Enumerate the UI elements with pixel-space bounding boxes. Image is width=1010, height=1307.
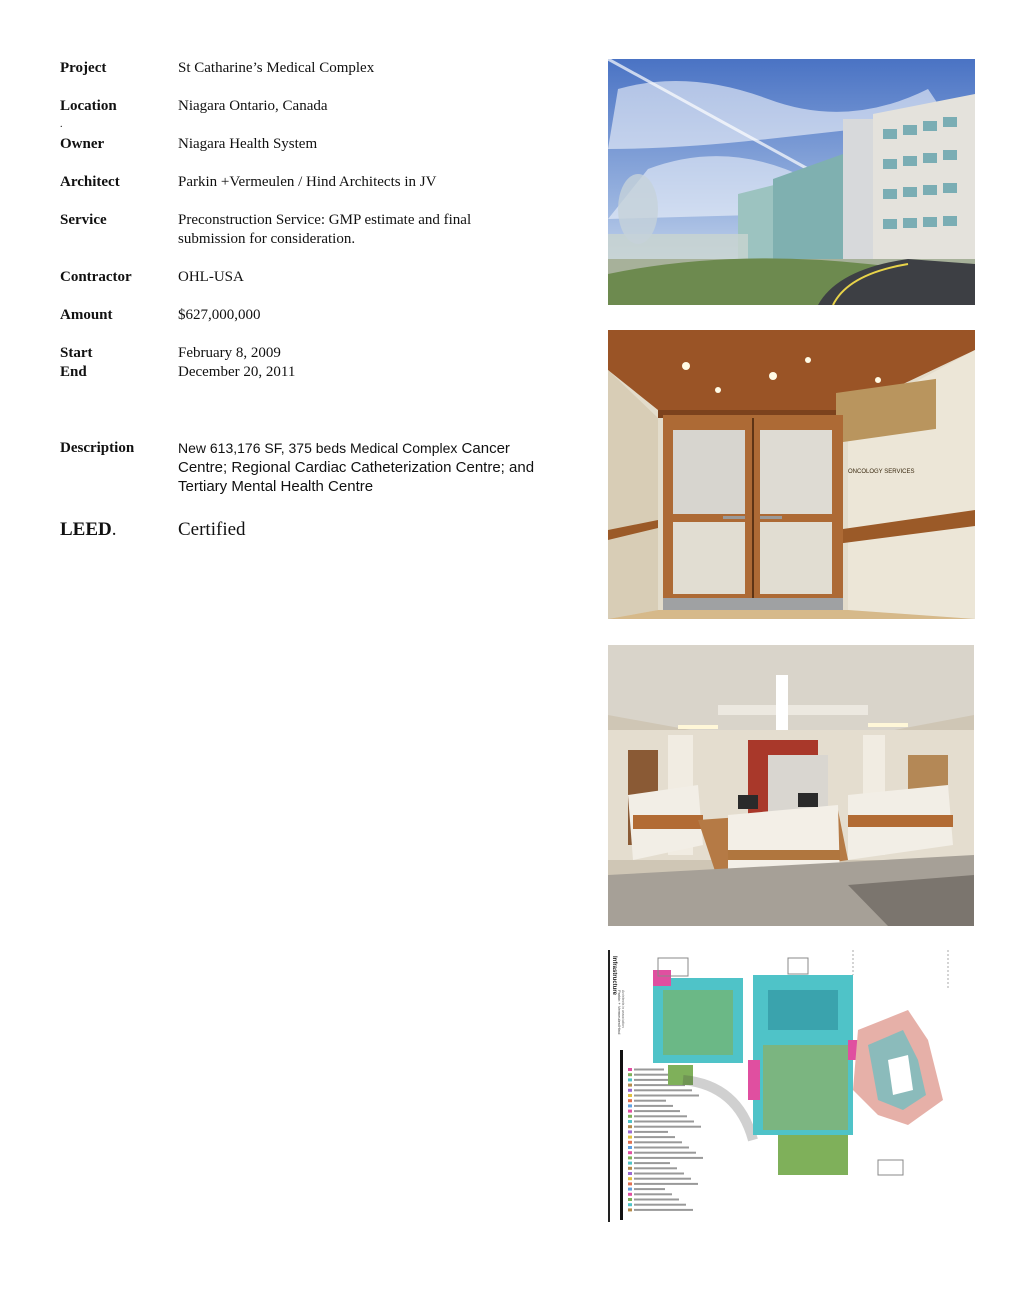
description-text-2: Cancer Centre; Regional Cardiac Catheterization Centre; and Tertiary Mental Health Centre xyxy=(178,440,535,495)
leed-dot: . xyxy=(111,519,117,540)
legend-swatch xyxy=(628,1125,632,1128)
architect-value: Parkin +Vermeulen / Hind Architects in JV xyxy=(178,174,437,190)
legend-line xyxy=(634,1199,679,1201)
contractor-value: OHL-USA xyxy=(178,269,244,285)
service-label: Service xyxy=(60,212,107,228)
plan-subtitle: Parkin + Vermeulen/Hind xyxy=(617,990,622,1035)
leed-label xyxy=(60,520,178,539)
legend-line xyxy=(634,1162,670,1164)
plan-subtitle2: Architects in association xyxy=(621,990,625,1028)
legend-swatch xyxy=(628,1068,632,1071)
legend-line xyxy=(634,1209,693,1211)
legend-line xyxy=(634,1110,680,1112)
description-value xyxy=(178,439,548,496)
legend-swatch xyxy=(628,1141,632,1144)
legend-swatch xyxy=(628,1182,632,1185)
legend-line xyxy=(634,1136,675,1138)
legend-swatch xyxy=(628,1104,632,1107)
legend-line xyxy=(634,1167,677,1169)
legend-swatch xyxy=(628,1110,632,1113)
stray-mark: . xyxy=(60,119,63,130)
legend-line xyxy=(634,1100,666,1102)
legend-swatch xyxy=(628,1162,632,1165)
legend-line xyxy=(634,1193,672,1195)
legend-line xyxy=(634,1121,694,1123)
location-label: Location xyxy=(60,98,117,114)
start-value: February 8, 2009 xyxy=(178,345,281,361)
leed-value: Certified xyxy=(178,519,246,540)
corridor-doors-image xyxy=(608,330,975,619)
legend-line xyxy=(634,1152,696,1154)
legend-swatch xyxy=(628,1177,632,1180)
legend-line xyxy=(634,1074,671,1076)
legend-line xyxy=(634,1173,684,1175)
legend-line xyxy=(634,1183,698,1185)
plan-title: Infrastructure xyxy=(611,956,617,996)
legend-swatch xyxy=(628,1193,632,1196)
leed-label-text: LEED xyxy=(60,519,112,540)
owner-label: Owner xyxy=(60,136,105,152)
project-label: Project xyxy=(60,60,107,76)
start-label: Start xyxy=(60,345,93,361)
legend-swatch xyxy=(628,1120,632,1123)
legend-swatch xyxy=(628,1146,632,1149)
legend-line xyxy=(634,1095,699,1097)
description-text-1: New 613,176 SF, 375 beds Medical Complex xyxy=(178,440,458,456)
project-value: St Catharine’s Medical Complex xyxy=(178,60,375,76)
legend-swatch xyxy=(628,1198,632,1201)
amount-label: Amount xyxy=(60,307,113,323)
legend-line xyxy=(634,1204,686,1206)
legend-line xyxy=(634,1157,703,1159)
exterior-rendering-image xyxy=(608,59,975,305)
legend-line xyxy=(634,1188,665,1190)
legend-swatch xyxy=(628,1084,632,1087)
legend-line xyxy=(634,1178,691,1180)
legend-swatch xyxy=(628,1156,632,1159)
legend-swatch xyxy=(628,1172,632,1175)
legend-swatch xyxy=(628,1151,632,1154)
legend-swatch xyxy=(628,1203,632,1206)
legend-swatch xyxy=(628,1167,632,1170)
floor-plan-image xyxy=(608,950,975,1222)
legend-line xyxy=(634,1141,682,1143)
amount-value: $627,000,000 xyxy=(178,307,261,323)
legend-line xyxy=(634,1131,668,1133)
legend-swatch xyxy=(628,1136,632,1139)
legend-swatch xyxy=(628,1130,632,1133)
legend-line xyxy=(634,1126,701,1128)
owner-value: Niagara Health System xyxy=(178,136,318,152)
location-value: Niagara Ontario, Canada xyxy=(178,98,328,114)
legend-swatch xyxy=(628,1078,632,1081)
legend-swatch xyxy=(628,1094,632,1097)
legend-line xyxy=(634,1089,692,1091)
legend-swatch xyxy=(628,1073,632,1076)
architect-label: Architect xyxy=(60,174,120,190)
legend-swatch xyxy=(628,1208,632,1211)
legend-swatch xyxy=(628,1115,632,1118)
legend-line xyxy=(634,1069,664,1071)
description-label: Description xyxy=(60,440,135,456)
contractor-label: Contractor xyxy=(60,269,132,285)
end-value: December 20, 2011 xyxy=(178,364,296,380)
service-value: Preconstruction Service: GMP estimate and final submission for consideration. xyxy=(178,212,472,247)
legend-line xyxy=(634,1147,689,1149)
legend-line xyxy=(634,1105,673,1107)
nurse-station-image xyxy=(608,645,974,926)
legend-swatch xyxy=(628,1089,632,1092)
legend-swatch xyxy=(628,1099,632,1102)
legend-line xyxy=(634,1115,687,1117)
legend-swatch xyxy=(628,1188,632,1191)
oncology-sign: ONCOLOGY SERVICES xyxy=(848,469,915,475)
end-label: End xyxy=(60,364,87,380)
